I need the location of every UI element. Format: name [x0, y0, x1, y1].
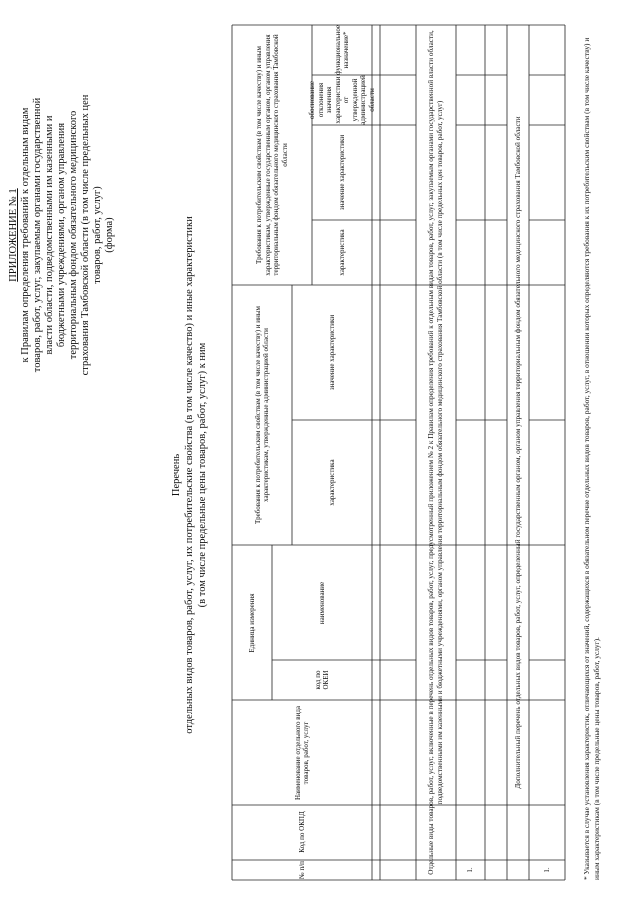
- header-body-characteristic: характеристика: [337, 229, 346, 276]
- header-body-function: функциональное назначение*: [333, 24, 350, 76]
- header-unit-name: наименование: [317, 581, 326, 625]
- rules-line: страхования Тамбовской области (в том числе предельных цен: [80, 94, 91, 376]
- rules-line: бюджетными учреждениями, органом управления: [56, 122, 67, 348]
- header-num: № п/п: [297, 861, 306, 879]
- title-subtitle: отдельных видов товаров, работ, услуг, их потребительские свойства (в том числе качество) и иные характеристики: [184, 216, 195, 734]
- title-heading: Перечень: [171, 453, 182, 497]
- title-subtitle: (в том числе предельные цены товаров, работ, услуг) к ним: [197, 342, 208, 608]
- row-number: 1.: [466, 867, 475, 873]
- rules-line: товаров, работ, услуг, закупаемым органами государственной: [32, 97, 43, 373]
- section-mandatory-list: Отдельные виды товаров, работ, услуг, включенные в перечень отдельных видов товаров, работ, услуг, предусмотренный приложением № 2 к Правилам определения требований к отдельным видам товаров, работ, услуг, закупаемым органами государственной власти области, подведомственными им казенными и бюджетными учреждениями, органом управления территориальным фондом обязательного медицинского страхования Тамбовской области (в том числе предельных цен товаров, работ, услуг): [427, 30, 444, 875]
- footnote: * Указывается в случае установления характеристик, отличающихся от значений, содержащихся в обязательном перечне отдельных видов товаров, работ, услуг, в отношении которых определяются требования к их потребительским свойствам (в том числе качеству) и иным характеристикам (в том числе предельные цены товаров, работ, услуг).: [582, 37, 601, 880]
- header-admin-requirements: Требования к потребительским свойствам (в том числе качеству) и иным характеристикам, утвержденные администрацией области: [253, 306, 270, 524]
- rules-line: территориальным фондом обязательного медицинского: [68, 110, 79, 360]
- row-number: 1.: [542, 867, 551, 873]
- header-body-justification: обоснование отклонения значения характеристики от утвержденной администрацией области: [308, 75, 376, 125]
- header-item-name: Наименование отдельного вида товаров, работ, услуг: [293, 706, 310, 801]
- section-additional-list: Дополнительный перечень отдельных видов товаров, работ, услуг, определенный государственным органом, органом управления территориальным фондом обязательного медицинского страхования Тамбовской области: [513, 116, 522, 789]
- form-label: (форма): [104, 217, 115, 253]
- appendix-label: ПРИЛОЖЕНИЕ № 1: [8, 188, 19, 282]
- rules-line: к Правилам определения требований к отдельным видам: [20, 107, 31, 363]
- header-body-value: значение характеристики: [337, 134, 346, 211]
- header-unit-code: код по ОКЕИ: [313, 670, 330, 690]
- header-okpd: Код по ОКПД: [297, 811, 306, 853]
- rules-line: товаров, работ, услуг): [92, 186, 103, 284]
- rules-line: власти области, подведомственными им казенными и: [44, 115, 55, 355]
- header-unit: Единица измерения: [247, 593, 256, 653]
- header-admin-characteristic: характеристика: [327, 459, 336, 506]
- header-body-requirements: Требования к потребительским свойствам (в том числе качеству) и иным характеристикам, утвержденные государственным органом, органом управления территориальным фондом обязательного медицинского страхования Тамбовской области: [255, 34, 289, 276]
- header-admin-value: значение характеристики: [327, 314, 336, 391]
